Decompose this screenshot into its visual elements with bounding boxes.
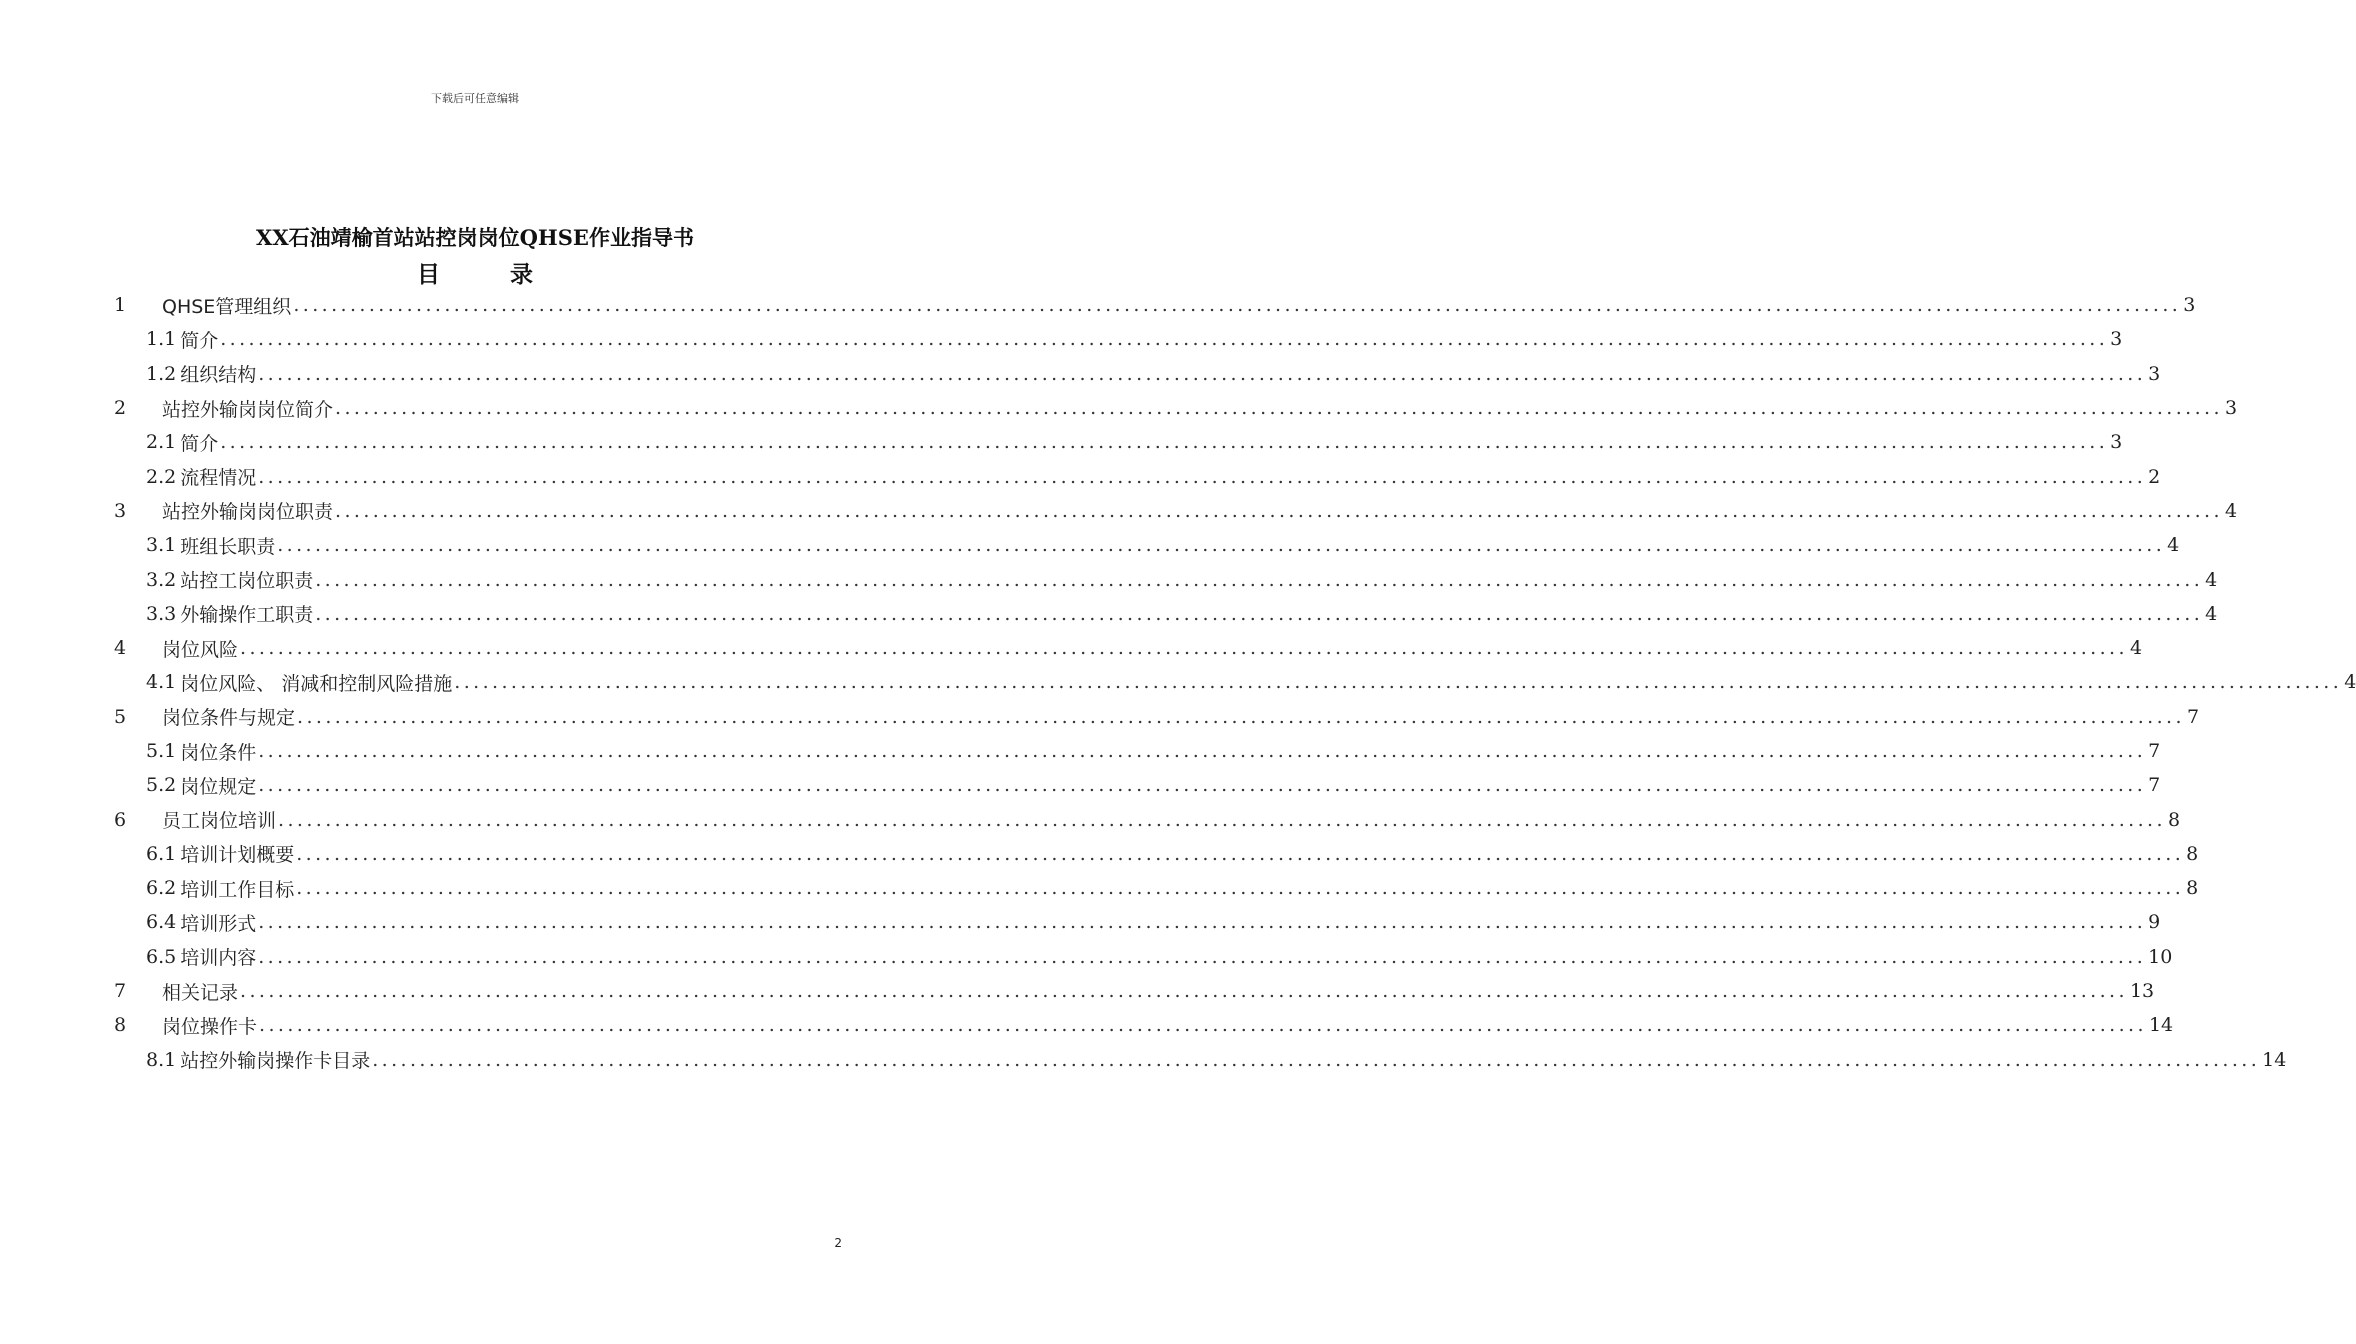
toc-leader-dots: ........................................................................................................................................................................................................ [372, 1048, 2261, 1071]
toc-entry-number: 3 [114, 499, 127, 522]
toc-entry-page: 7 [2186, 705, 2200, 728]
toc-entry-text: 岗位风险、 消减和控制风险措施 [180, 672, 453, 695]
toc-leader-dots: ........................................................................................................................................................................................................ [258, 362, 2147, 385]
toc-entry-text: 员工岗位培训 [162, 810, 277, 833]
toc-entry-text: 站控外输岗岗位职责 [162, 501, 334, 524]
toc-entry[interactable] [112, 700, 2200, 734]
toc-leader-dots: ........................................................................................................................................................................................................ [277, 534, 2166, 557]
toc-entry[interactable] [112, 974, 2155, 1008]
toc-entry[interactable] [112, 322, 2123, 356]
toc-entry-number: 7 [114, 980, 127, 1003]
toc-entry-number: 5.1 [146, 740, 177, 762]
toc-entry-number: 2.1 [146, 431, 177, 454]
toc-leader-dots: ........................................................................................................................................................................................................ [335, 397, 2223, 420]
toc-entry-number: 5.2 [146, 774, 177, 797]
toc-entry-text: 培训形式 [180, 912, 257, 935]
toc-entry-page: 3 [2148, 362, 2161, 385]
toc-entry-text: 相关记录 [162, 981, 239, 1004]
toc-entry-text: 岗位操作卡 [162, 1015, 258, 1038]
toc-entry-page: 3 [2110, 328, 2123, 351]
toc-entry[interactable] [112, 459, 2161, 493]
toc-entry-page: 4 [2205, 568, 2218, 591]
toc-entry-page: 3 [2110, 431, 2123, 454]
toc-entry[interactable] [112, 288, 2196, 322]
toc-leader-dots: ........................................................................................................................................................................................................ [258, 945, 2147, 968]
toc-entry-number: 6.1 [146, 842, 177, 865]
toc-leader-dots: ........................................................................................................................................................................................................ [259, 1014, 2147, 1037]
toc-entry-page: 4 [2224, 499, 2238, 522]
toc-entry-page: 4 [2205, 602, 2218, 625]
toc-leader-dots: ........................................................................................................................................................................................................ [258, 465, 2147, 488]
toc-entry[interactable] [112, 631, 2143, 665]
toc-entry-number: 3.2 [146, 568, 177, 591]
toc-entry-number: 1 [114, 294, 127, 317]
toc-entry-text: 岗位条件 [180, 741, 257, 764]
toc-entry-text: 岗位条件与规定 [162, 707, 296, 730]
toc-leader-dots: ........................................................................................................................................................................................................ [454, 671, 2343, 694]
toc-entry-page: 9 [2148, 911, 2161, 934]
toc-leader-dots: ........................................................................................................................................................................................................ [240, 980, 2128, 1003]
toc-leader-dots: ........................................................................................................................................................................................................ [297, 705, 2185, 728]
toc-entry-page: 2 [2148, 465, 2161, 488]
toc-entry-page: 7 [2148, 774, 2161, 797]
toc-entry-text: 岗位规定 [180, 775, 257, 798]
toc-entry-text: 流程情况 [180, 467, 257, 490]
header-note: 下载后可任意编辑 [431, 92, 519, 105]
toc-entry-number: 6.2 [146, 877, 177, 900]
toc-entry-page: 13 [2129, 980, 2155, 1003]
toc-entry[interactable] [112, 528, 2180, 562]
toc-entry[interactable] [112, 768, 2161, 802]
toc-entry-page: 8 [2167, 808, 2181, 831]
toc-leader-dots: ........................................................................................................................................................................................................ [258, 740, 2147, 762]
toc-entry-page: 4 [2129, 637, 2143, 660]
toc-entry-page: 14 [2262, 1048, 2287, 1071]
toc-entry-text: 简介 [180, 432, 219, 455]
document-title: XX石油靖榆首站站控岗岗位QHSE作业指导书 [256, 225, 694, 250]
toc-entry-number: 3.3 [146, 602, 177, 625]
toc-entry-number: 1.1 [146, 328, 177, 351]
toc-entry-number: 8 [114, 1014, 127, 1037]
toc-leader-dots: ........................................................................................................................................................................................................ [293, 294, 2182, 317]
toc-entry-number: 2 [114, 397, 127, 420]
toc-leader-dots: ........................................................................................................................................................................................................ [296, 877, 2185, 900]
toc-leader-dots: ........................................................................................................................................................................................................ [258, 774, 2147, 797]
table-of-contents [112, 288, 2356, 1077]
toc-leader-dots: ........................................................................................................................................................................................................ [335, 499, 2223, 522]
toc-entry-text: 培训工作目标 [180, 878, 295, 901]
toc-entry[interactable] [112, 734, 2161, 768]
toc-entry-number: 2.2 [146, 465, 177, 488]
toc-entry[interactable] [112, 940, 2173, 974]
toc-entry-text: 培训内容 [180, 947, 257, 970]
toc-leader-dots: ........................................................................................................................................................................................................ [296, 842, 2185, 865]
toc-entry-text: 岗位风险 [162, 638, 239, 661]
toc-leader-dots: ........................................................................................................................................................................................................ [220, 431, 2109, 454]
toc-entry-page: 4 [2167, 534, 2180, 557]
toc-entry-page: 4 [2344, 671, 2356, 694]
toc-leader-dots: ........................................................................................................................................................................................................ [258, 911, 2147, 934]
toc-entry-number: 8.1 [146, 1048, 177, 1071]
toc-leader-dots: ........................................................................................................................................................................................................ [315, 568, 2204, 591]
toc-entry[interactable] [112, 391, 2238, 425]
toc-entry-number: 6 [114, 808, 127, 831]
toc-entry-page: 10 [2148, 945, 2173, 968]
toc-entry[interactable] [112, 802, 2181, 836]
toc-entry-number: 6.5 [146, 945, 177, 968]
toc-entry-text: 外输操作工职责 [180, 604, 314, 627]
toc-entry-text: 简介 [180, 329, 219, 352]
toc-entry[interactable] [112, 357, 2161, 391]
toc-entry[interactable] [112, 562, 2218, 596]
toc-entry-page: 3 [2183, 294, 2196, 317]
toc-entry[interactable] [112, 905, 2161, 939]
toc-entry-page: 8 [2186, 842, 2199, 865]
toc-entry-page: 3 [2224, 397, 2238, 420]
toc-entry[interactable] [112, 1043, 2287, 1077]
toc-entry[interactable] [112, 597, 2218, 631]
toc-entry-number: 5 [114, 705, 127, 728]
toc-entry-text: 站控工岗位职责 [180, 570, 314, 593]
toc-entry[interactable] [112, 871, 2199, 905]
toc-entry[interactable] [112, 665, 2356, 699]
toc-entry-page: 8 [2186, 877, 2199, 900]
toc-leader-dots: ........................................................................................................................................................................................................ [220, 328, 2109, 351]
toc-entry-number: 6.4 [146, 911, 177, 934]
toc-leader-dots: ........................................................................................................................................................................................................ [240, 637, 2128, 660]
toc-entry-number: 4 [114, 637, 127, 660]
toc-entry-page: 7 [2148, 740, 2161, 762]
toc-entry-number: 3.1 [146, 534, 177, 557]
page-number: 2 [834, 1236, 842, 1250]
toc-entry-text: 站控外输岗操作卡目录 [180, 1050, 371, 1073]
toc-entry[interactable] [112, 1008, 2174, 1042]
toc-leader-dots: ........................................................................................................................................................................................................ [315, 602, 2204, 625]
toc-heading: 目录 [417, 262, 603, 288]
toc-entry-text: 站控外输岗岗位简介 [162, 398, 334, 421]
toc-entry-text: 培训计划概要 [180, 844, 295, 867]
toc-entry[interactable] [112, 494, 2238, 528]
toc-entry[interactable] [112, 837, 2199, 871]
toc-entry-number: 1.2 [146, 362, 177, 385]
toc-entry-page: 14 [2148, 1014, 2174, 1037]
toc-entry[interactable] [112, 425, 2123, 459]
toc-entry-text: QHSE管理组织 [162, 295, 292, 318]
toc-leader-dots: ........................................................................................................................................................................................................ [278, 808, 2166, 831]
toc-entry-text: 组织结构 [180, 364, 257, 387]
toc-entry-number: 4.1 [146, 671, 177, 694]
toc-entry-text: 班组长职责 [180, 535, 276, 558]
